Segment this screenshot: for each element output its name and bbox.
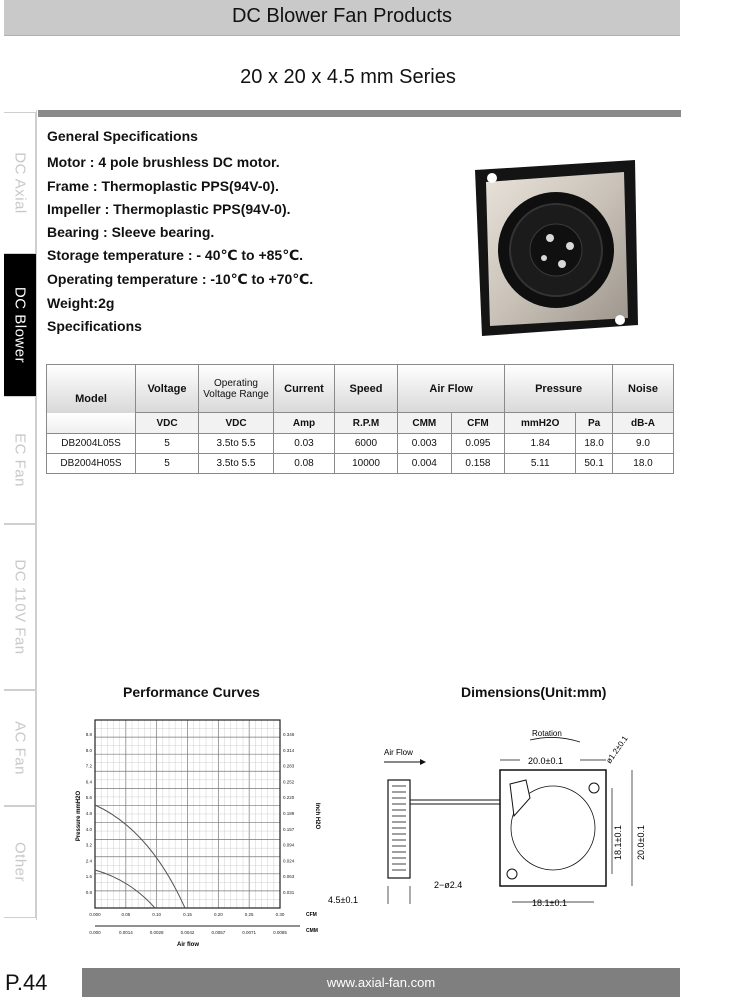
tab-ac-fan[interactable] bbox=[4, 690, 36, 806]
rotation-arrow bbox=[530, 737, 580, 742]
y-left-tick: 8.0 bbox=[85, 747, 92, 753]
y-left-tick: 4.8 bbox=[85, 811, 92, 816]
tab-label: AC Fan bbox=[11, 721, 28, 775]
y-right-tick: 0.346 bbox=[283, 732, 295, 737]
col-voltage-range: Operating Voltage Range bbox=[199, 365, 274, 413]
y-left-tick: 0.8 bbox=[85, 890, 92, 895]
spec-line: Impeller : Thermoplastic PPS(94V-0). bbox=[47, 201, 291, 217]
unit-cell: mmH2O bbox=[505, 413, 576, 434]
holes-dim: 2−ø2.4 bbox=[434, 880, 463, 890]
y-right-tick: 0.063 bbox=[283, 874, 295, 880]
dimensions-title: Dimensions(Unit:mm) bbox=[461, 684, 607, 700]
side-view bbox=[388, 780, 410, 878]
spec-line: Specifications bbox=[47, 318, 142, 334]
x-tick-cfm: 0.05 bbox=[121, 912, 131, 917]
y-left-tick: 6.4 bbox=[85, 779, 92, 785]
series-title: 20 x 20 x 4.5 mm Series bbox=[240, 66, 456, 88]
cell: 10000 bbox=[335, 454, 398, 474]
x-tick-cmm: 0.000 bbox=[89, 930, 101, 935]
y-left-tick: 3.2 bbox=[85, 842, 92, 848]
tab-dc-blower[interactable] bbox=[4, 254, 36, 396]
cell: 9.0 bbox=[613, 434, 674, 454]
x-unit-cmm: CMM bbox=[306, 928, 318, 934]
col-current: Current bbox=[274, 365, 335, 413]
y-right-tick: 0.252 bbox=[283, 779, 295, 785]
cell: 0.004 bbox=[398, 454, 452, 474]
unit-cell: CFM bbox=[451, 413, 505, 434]
unit-cell: Amp bbox=[274, 413, 335, 434]
y-right-tick: 0.189 bbox=[283, 811, 295, 816]
spec-line: Motor : 4 pole brushless DC motor. bbox=[47, 154, 280, 170]
header-divider bbox=[38, 110, 681, 117]
spec-line: Weight:2g bbox=[47, 295, 115, 311]
y-left-tick: 1.6 bbox=[85, 874, 92, 880]
dimension-drawing bbox=[328, 720, 680, 920]
cell: 5.11 bbox=[505, 454, 576, 474]
footer-url[interactable]: www.axial-fan.com bbox=[326, 975, 436, 990]
cell: 5 bbox=[136, 454, 199, 474]
hole-dim: ø1.2±0.1 bbox=[604, 734, 630, 766]
y-right-tick: 0.283 bbox=[283, 763, 295, 769]
specs-heading: General Specifications bbox=[47, 128, 198, 144]
curve-low bbox=[95, 870, 155, 908]
table-row bbox=[47, 434, 674, 454]
x-tick-cfm: 0.20 bbox=[213, 912, 223, 917]
spec-line: Frame : Thermoplastic PPS(94V-0). bbox=[47, 178, 279, 194]
cell: DB2004L05S bbox=[47, 434, 136, 454]
spec-line: Operating temperature : -10℃ to +70℃. bbox=[47, 271, 314, 287]
performance-title: Performance Curves bbox=[123, 684, 260, 700]
x-tick-cmm: 0.0028 bbox=[149, 930, 164, 935]
spec-line: Bearing : Sleeve bearing. bbox=[47, 224, 215, 240]
col-airflow: Air Flow bbox=[398, 365, 505, 413]
y-right-tick: 0.094 bbox=[283, 842, 295, 848]
y-left-tick: 2.4 bbox=[85, 858, 92, 864]
x-tick-cfm: 0.000 bbox=[89, 912, 101, 917]
col-noise: Noise bbox=[613, 365, 674, 413]
y-left-tick: 7.2 bbox=[85, 763, 92, 769]
side-divider bbox=[36, 110, 37, 920]
y-right-label: Inch H2O bbox=[314, 802, 320, 830]
y-right-tick: 0.157 bbox=[283, 826, 295, 832]
y-left-tick: 5.6 bbox=[85, 795, 92, 801]
x-label: Air flow bbox=[177, 942, 199, 948]
cell: 6000 bbox=[335, 434, 398, 454]
cell: 0.095 bbox=[451, 434, 505, 454]
cell: 18.0 bbox=[576, 434, 613, 454]
x-tick-cfm: 0.30 bbox=[275, 912, 285, 917]
cell: 3.5to 5.5 bbox=[199, 454, 274, 474]
airflow-arrowhead bbox=[420, 759, 426, 765]
col-voltage: Voltage bbox=[136, 365, 199, 413]
cell: 1.84 bbox=[505, 434, 576, 454]
x-tick-cmm: 0.0071 bbox=[242, 930, 257, 935]
x-tick-cmm: 0.0014 bbox=[118, 930, 133, 935]
thickness-dim: 4.5±0.1 bbox=[328, 895, 358, 905]
x-tick-cmm: 0.0042 bbox=[180, 930, 195, 935]
cell: 50.1 bbox=[576, 454, 613, 474]
page-title: DC Blower Fan Products bbox=[231, 5, 453, 27]
product-photo bbox=[470, 160, 640, 338]
y-right-tick: 0.031 bbox=[283, 890, 295, 895]
airflow-label: Air Flow bbox=[384, 748, 413, 757]
x-unit-cfm: CFM bbox=[306, 912, 317, 918]
col-speed: Speed bbox=[335, 365, 398, 413]
right-outer-dim: 20.0±0.1 bbox=[636, 825, 646, 860]
y-left-tick: 8.8 bbox=[85, 732, 92, 737]
right-inner-dim: 18.1±0.1 bbox=[613, 825, 623, 860]
x-tick-cmm: 0.0057 bbox=[211, 930, 226, 935]
tab-ec-fan[interactable] bbox=[4, 396, 36, 524]
spec-line: Storage temperature : - 40℃ to +85℃. bbox=[47, 247, 304, 263]
cell: 0.158 bbox=[451, 454, 505, 474]
x-tick-cfm: 0.15 bbox=[183, 912, 192, 917]
tab-label: DC Blower bbox=[11, 286, 28, 364]
unit-cell: VDC bbox=[136, 413, 199, 434]
unit-cell: VDC bbox=[199, 413, 274, 434]
table-row bbox=[47, 454, 674, 474]
x-tick-cfm: 0.10 bbox=[152, 912, 162, 917]
tab-dc-110v-fan[interactable] bbox=[4, 524, 36, 690]
cell: DB2004H05S bbox=[47, 454, 136, 474]
performance-chart bbox=[60, 710, 330, 950]
unit-cell: Pa bbox=[576, 413, 613, 434]
rotation-label: Rotation bbox=[532, 729, 562, 738]
cell: 5 bbox=[136, 434, 199, 454]
y-right-tick: 0.314 bbox=[283, 747, 295, 753]
col-model: Model bbox=[47, 365, 136, 434]
tab-dc-axial[interactable] bbox=[4, 112, 36, 254]
cell: 0.003 bbox=[398, 434, 452, 454]
col-pressure: Pressure bbox=[505, 365, 613, 413]
page-number: P.44 bbox=[5, 970, 48, 995]
tab-label: DC 110V Fan bbox=[11, 559, 28, 655]
x-tick-cfm: 0.25 bbox=[244, 912, 254, 917]
cell: 18.0 bbox=[613, 454, 674, 474]
unit-cell: R.P.M bbox=[335, 413, 398, 434]
x-tick-cmm: 0.0085 bbox=[273, 930, 287, 935]
cell: 0.08 bbox=[274, 454, 335, 474]
tab-label: Other bbox=[11, 841, 28, 883]
tab-label: EC Fan bbox=[11, 433, 28, 487]
cell: 0.03 bbox=[274, 434, 335, 454]
cell: 3.5to 5.5 bbox=[199, 434, 274, 454]
tab-other[interactable] bbox=[4, 806, 36, 918]
tab-label: DC Axial bbox=[11, 152, 28, 214]
unit-cell: CMM bbox=[398, 413, 452, 434]
unit-cell: dB-A bbox=[613, 413, 674, 434]
y-right-tick: 0.220 bbox=[283, 795, 295, 801]
y-left-tick: 4.0 bbox=[85, 826, 92, 832]
y-left-label: Pressure mmH2O bbox=[76, 790, 82, 842]
spec-table bbox=[46, 364, 674, 474]
bottom-dim: 18.1±0.1 bbox=[532, 898, 567, 908]
y-right-tick: 0.024 bbox=[283, 858, 295, 864]
top-dim: 20.0±0.1 bbox=[528, 756, 563, 766]
chart-grid bbox=[95, 720, 280, 908]
